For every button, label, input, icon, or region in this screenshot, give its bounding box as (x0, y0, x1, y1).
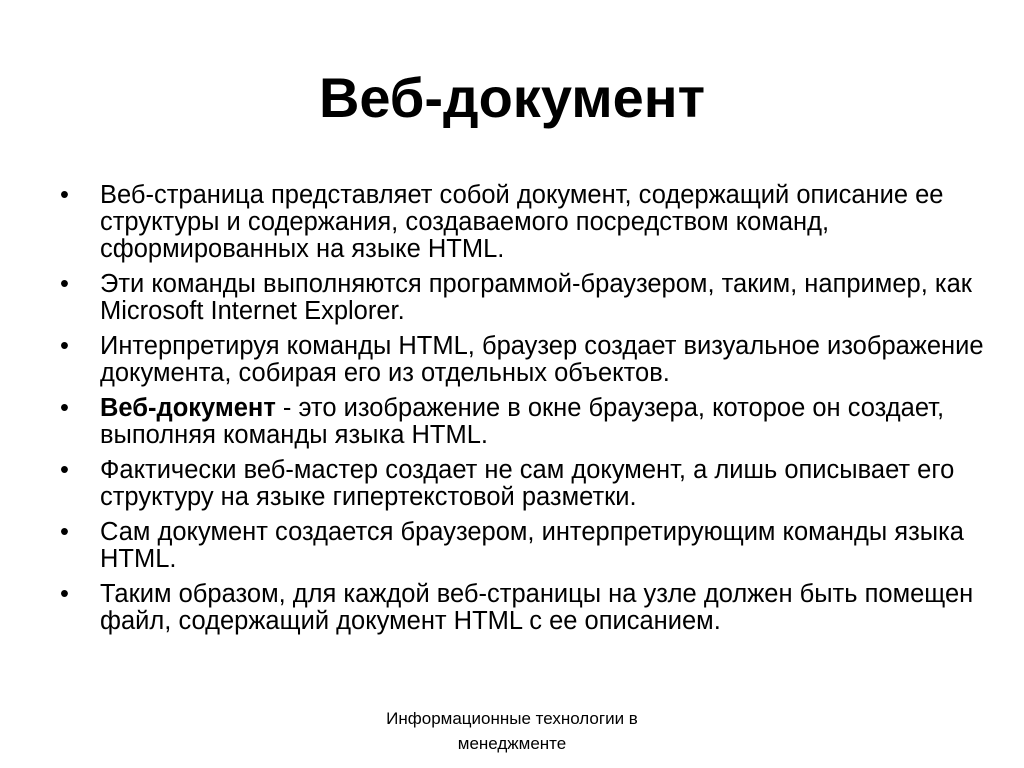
bullet-text: Эти команды выполняются программой-браузером, таким, например, как Microsoft Internet Explorer. (100, 270, 972, 325)
footer-line-2: менеджменте (457, 734, 567, 753)
bullet-dot-icon: • (60, 456, 69, 484)
bullet-item (60, 395, 990, 449)
bullet-list (60, 182, 990, 643)
slide-footer (312, 706, 712, 756)
bullet-item (60, 182, 990, 263)
bullet-item (60, 581, 990, 635)
footer-line-1: Информационные технологии в (386, 709, 638, 728)
bullet-text: Сам документ создается браузером, интерпретирующим команды языка HTML. (100, 518, 964, 573)
slide-title: Веб-документ (318, 66, 706, 129)
bullet-item (60, 271, 990, 325)
bullet-dot-icon: • (60, 332, 69, 360)
bullet-text: - это изображение в окне браузера, которое он создает, выполняя команды языка HTML. (100, 394, 945, 449)
bullet-text: Фактически веб-мастер создает не сам документ, а лишь описывает его структуру на языке гипертекстовой разметки. (100, 456, 955, 511)
bullet-dot-icon: • (60, 580, 69, 608)
bullet-dot-icon: • (60, 394, 69, 422)
bullet-item (60, 333, 990, 387)
bullet-dot-icon: • (60, 181, 69, 209)
bullet-text: Веб-страница представляет собой документ, содержащий описание ее структуры и содержания, создаваемого посредством команд, сформированных на языке HTML. (100, 181, 944, 263)
bullet-text: Интерпретируя команды HTML, браузер создает визуальное изображение документа, собирая его из отдельных объектов. (100, 332, 984, 387)
bullet-text: Таким образом, для каждой веб-страницы на узле должен быть помещен файл, содержащий документ HTML с ее описанием. (100, 580, 974, 635)
bullet-dot-icon: • (60, 518, 69, 546)
bullet-item (60, 519, 990, 573)
bullet-lead: Веб-документ (100, 394, 276, 422)
bullet-item (60, 457, 990, 511)
bullet-dot-icon: • (60, 270, 69, 298)
